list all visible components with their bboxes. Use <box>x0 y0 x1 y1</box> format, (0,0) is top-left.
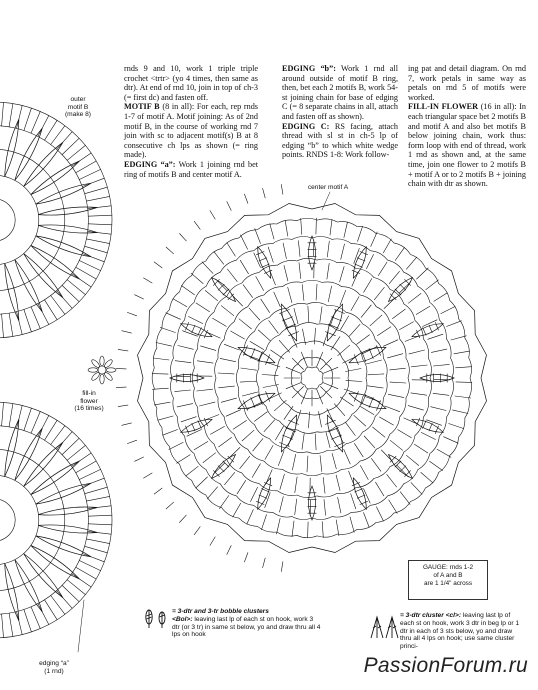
motif-b-text: (8 in all): For each, rep rnds 1-7 of motif A. Motif joining: As of 2nd motif B, in the course of working rnd 7 join with sc to adjacent motif(s) B at 8 consecutive ch lps as shown (= ring made). <box>124 102 258 160</box>
bobble-legend-abbr: <Bol>: <box>172 615 193 623</box>
outer-motif-label-line-1: outer <box>70 96 86 103</box>
fill-in-label-line-2: flower <box>80 397 98 405</box>
col1-paragraph-3 <box>124 160 258 179</box>
instruction-column-3 <box>408 64 526 189</box>
outer-motif-b <box>0 102 112 338</box>
gauge-box <box>408 560 488 600</box>
bobble-legend-title: = 3-dtr and 3-tr bobble clusters <box>172 608 269 615</box>
dtr-cluster-legend <box>400 612 524 651</box>
gauge-line-1: GAUGE: rnds 1-2 <box>422 564 474 571</box>
cluster-legend-abbr: <cl>: <box>445 612 462 619</box>
watermark: PassionForum.ru <box>363 654 528 677</box>
bobble-legend-text: leaving last lp of each st on hook, work 3 dtr (or 3 tr) in same st below, yo and draw thru all 4 lps on hook <box>172 615 321 639</box>
fill-in-flower-heading: FILL-IN FLOWER <box>408 102 479 112</box>
outer-motif-label <box>58 96 98 119</box>
cluster-legend-text: leaving last lp of each st on hook, work 3 dtr in beg lp or 1 dtr in each of 3 sts below, yo and draw thru all 4 lps on hook; use same cluster princi- <box>400 612 520 651</box>
col3-paragraph-2 <box>408 102 526 188</box>
edging-a-heading: EDGING “a”: <box>124 159 176 169</box>
edging-a-label-line-2: (1 rnd) <box>44 667 64 675</box>
fill-in-label-line-3: (16 times) <box>74 405 104 413</box>
outer-motif-b <box>0 402 112 638</box>
center-motif-label: center motif A <box>307 184 349 191</box>
instruction-column-2 <box>282 64 398 160</box>
col2-paragraph-1 <box>282 64 398 122</box>
edging-b-text: Work 1 rnd all around outside of motif B ring, then, bet each 2 motifs B, work 54-st joining chain for base of edging C (= 8 separate chains in all, attach and fasten off as shown). <box>282 64 398 121</box>
fill-in-label-line-1: fill-in <box>82 390 96 397</box>
bobble-cluster-icon <box>142 608 172 630</box>
gauge-line-3: are 1 1/4" across <box>423 579 473 587</box>
fill-in-flower-text: (16 in all): In each triangular space bet 2 motifs B and motif A and also bet motifs B below joining chain, work thus: form loop with end of thread, work 1 rnd as shown and, at the same time, join one flower to 2 motifs B + motif A or to 2 motifs B + joining chain with dtr as shown. <box>408 102 527 189</box>
edging-c-text: RS facing, attach thread with sl st in ch-5 lp of edging “b” to which white wedge points. RNDS 1-8: Work follow- <box>282 121 398 160</box>
col1-paragraph-1: rnds 9 and 10, work 1 triple triple crochet <trtr> (yo 4 times, then same as dtr). At end of rnd 10, join in top of ch-3 (= first dc) and fasten off. <box>124 64 258 102</box>
outer-motif-label-line-2: motif B <box>67 103 89 111</box>
fill-in-flower-label <box>64 390 114 413</box>
col3-paragraph-1: ing pat and detail diagram. On rnd 7, work petals in same way as petals on rnd 5 of motifs were worked. <box>408 64 526 102</box>
motif-b-heading: MOTIF B <box>124 102 160 112</box>
edging-b-heading: EDGING “b”: <box>282 64 336 73</box>
gauge-line-2: of A and B <box>433 571 463 579</box>
dtr-cluster-icon <box>366 614 400 640</box>
bobble-cluster-legend <box>172 608 322 639</box>
edging-c-heading: EDGING C: <box>282 121 330 131</box>
edging-a-label-line-1: edging “a” <box>39 660 69 667</box>
instruction-column-1 <box>124 64 258 179</box>
outer-motif-label-line-3: (make 8) <box>64 111 91 119</box>
edging-a-label <box>24 660 84 675</box>
col1-paragraph-2 <box>124 102 258 160</box>
edging-a-text: Work 1 joining rnd bet ring of motifs B and center motif A. <box>124 159 258 179</box>
col2-paragraph-2 <box>282 122 398 160</box>
cluster-legend-title: = 3-dtr cluster <box>400 612 444 619</box>
